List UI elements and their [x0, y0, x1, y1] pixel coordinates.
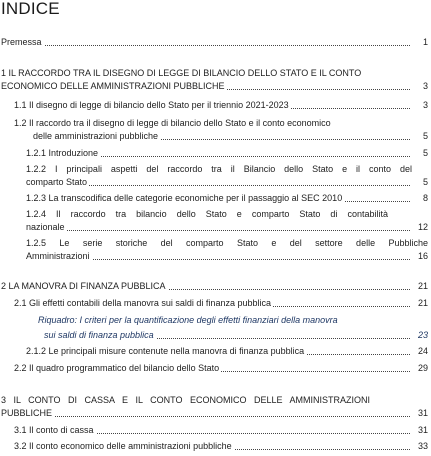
- toc-entry-chapter-3[interactable]: [1, 395, 428, 419]
- toc-page-number: 5: [422, 177, 428, 187]
- toc-entry-label: 1.2.1 Introduzione: [26, 148, 99, 158]
- toc-entry-label: Amministrazioni: [26, 251, 90, 261]
- toc-entry-1-2-1[interactable]: [26, 148, 428, 159]
- toc-page-number: 21: [417, 281, 428, 291]
- toc-page-number: 5: [422, 148, 428, 158]
- toc-entry-label: delle amministrazioni pubbliche: [33, 131, 159, 141]
- toc-entry-label: sui saldi di finanza pubblica: [44, 330, 154, 340]
- toc-entry-line: 1.2.5 Le serie storiche del comparto Stato e del settore delle Pubbliche: [26, 238, 428, 248]
- toc-entry-label: 1.2.3 La transcodifica delle categorie economiche per il passaggio al SEC 2010: [26, 193, 343, 203]
- toc-entry-label: nazionale: [26, 222, 65, 232]
- toc-entry-line: 1 IL RACCORDO TRA IL DISEGNO DI LEGGE DI BILANCIO DELLO STATO E IL CONTO: [1, 68, 362, 78]
- toc-entry-line: 1.2 Il raccordo tra il disegno di legge di bilancio dello Stato e il conto economico: [14, 118, 331, 128]
- toc-page-number: 31: [417, 408, 428, 418]
- leader-dots: [1, 45, 410, 46]
- toc-page-number: 12: [417, 222, 428, 232]
- toc-entry-1-2-3[interactable]: [26, 193, 428, 204]
- toc-page-number: 3: [422, 100, 428, 110]
- toc-entry-label: 3.2 Il conto economico delle amministrazioni pubbliche: [14, 441, 232, 451]
- toc-page-number: 1: [422, 37, 428, 47]
- toc-entry-2-2[interactable]: [14, 363, 428, 374]
- toc-page-number: 24: [417, 346, 428, 356]
- leader-dots: [26, 230, 410, 231]
- toc-entry-line: 1.2.4 Il raccordo tra bilancio dello Stato e comparto Stato di contabilità: [26, 209, 388, 219]
- toc-entry-label: comparto Stato: [26, 177, 88, 187]
- toc-page-number: 29: [417, 363, 428, 373]
- toc-entry-chapter-2[interactable]: [1, 281, 428, 292]
- toc-page-number: 3: [422, 81, 428, 91]
- toc-entry-1-2-4[interactable]: [26, 209, 428, 233]
- toc-page-number: 23: [417, 330, 428, 340]
- toc-entry-label: PUBBLICHE: [1, 408, 53, 418]
- toc-entry-riquadro[interactable]: [38, 315, 428, 341]
- toc-entry-1-2-2[interactable]: [26, 164, 428, 188]
- toc-entry-line: 1.2.2 I principali aspetti del raccordo tra il Bilancio dello Stato e il conto del: [26, 164, 412, 174]
- index-title: INDICE: [1, 0, 60, 18]
- toc-page-number: 31: [417, 425, 428, 435]
- toc-entry-label: 1.1 Il disegno di legge di bilancio dello Stato per il triennio 2021-2023: [14, 100, 289, 110]
- toc-entry-label: 2 LA MANOVRA DI FINANZA PUBBLICA: [1, 281, 166, 291]
- toc-entry-1-1[interactable]: [14, 100, 428, 111]
- toc-entry-3-1[interactable]: [14, 425, 428, 436]
- toc-entry-chapter-1[interactable]: [1, 68, 428, 92]
- toc-entry-3-2[interactable]: [14, 441, 428, 452]
- toc-entry-2-1-2[interactable]: [26, 346, 428, 357]
- toc-entry-1-2[interactable]: [14, 118, 428, 142]
- toc-entry-label: 2.1 Gli effetti contabili della manovra sui saldi di finanza pubblica: [14, 298, 271, 308]
- toc-page-number: 33: [417, 441, 428, 451]
- toc-entry-1-2-5[interactable]: [26, 238, 428, 262]
- toc-entry-2-1[interactable]: [14, 298, 428, 309]
- toc-page-number: 8: [422, 193, 428, 203]
- toc-page-number: 5: [422, 131, 428, 141]
- toc-entry-label: 3.1 Il conto di cassa: [14, 425, 94, 435]
- toc-entry-label: Premessa: [1, 37, 42, 47]
- toc-entry-line: Riquadro: I criteri per la quantificazione degli effetti finanziari della manovra: [38, 315, 338, 325]
- toc-page-number: 21: [417, 298, 428, 308]
- toc-entry-label: ECONOMICO DELLE AMMINISTRAZIONI PUBBLICHE: [1, 81, 225, 91]
- toc-entry-label: 2.1.2 Le principali misure contenute nella manovra di finanza pubblica: [26, 346, 305, 356]
- leader-dots: [1, 416, 410, 417]
- toc-page-number: 16: [417, 251, 428, 261]
- toc-entry-premessa[interactable]: [1, 37, 428, 48]
- toc-entry-line: 3 IL CONTO DI CASSA E IL CONTO ECONOMICO DELLE AMMINISTRAZIONI: [1, 395, 370, 405]
- toc-entry-label: 2.2 Il quadro programmatico del bilancio dello Stato: [14, 363, 220, 373]
